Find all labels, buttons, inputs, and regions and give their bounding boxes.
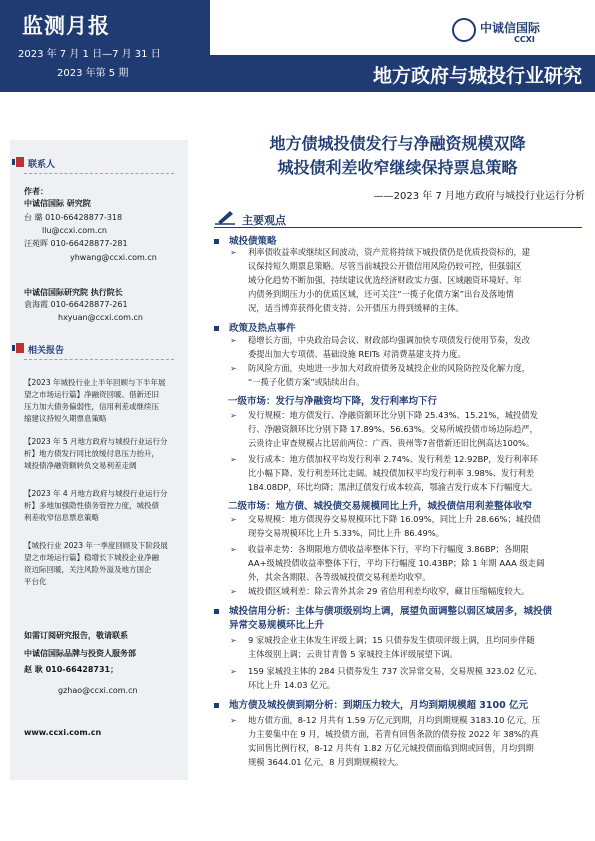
related-report-4[interactable] <box>24 540 180 588</box>
report-line: 【2023 年城投行业上半年回顾与下半年展 <box>24 378 166 387</box>
section-heading <box>214 603 552 617</box>
section-heading: 二级市场：地方债、城投债交易规模同比上升，城投债信用利差整体收窄 <box>228 501 533 512</box>
para-line: 交易规模：地方债现券交易规模环比下降 16.09%，同比上升 28.66%；城投债 <box>248 514 541 524</box>
report-line: 望之市场运行篇】稳增长下城投企业净融 <box>24 553 159 562</box>
section-title: 政策及热点事件 <box>229 323 296 334</box>
key-points-icon <box>214 208 236 226</box>
contacts-icon <box>12 157 24 167</box>
report-type: 监测月报 <box>22 14 110 38</box>
para-line: 现券交易规模环比上升 5.33%，同比上升 86.49%。 <box>248 528 445 538</box>
contact-1: 台 璐 010-66428877-318 <box>24 213 123 222</box>
arrow-bullet-icon: ➢ <box>230 667 237 676</box>
related-report-2[interactable] <box>24 436 180 472</box>
report-line: 【城投行业 2023 年一季度回顾及下阶段展 <box>24 541 168 550</box>
arrow-bullet-icon: ➢ <box>230 411 237 420</box>
contacts-title: 联系人 <box>28 160 56 170</box>
arrow-bullet-icon: ➢ <box>230 364 237 373</box>
arrow-bullet-icon: ➢ <box>230 248 237 257</box>
website-link[interactable]: www.ccxi.com.cn <box>24 728 102 737</box>
section-title: 地方债及城投债到期分析：到期压力较大，月均到期规模超 3100 亿元 <box>229 700 529 711</box>
para-line: 实回售比例行权，8-12 月共有 1.82 万亿元城投债面临到期或回售，月均到期 <box>248 743 534 753</box>
org-name: 中诚信国际 研究院 <box>24 199 91 208</box>
arrow-bullet-icon: ➢ <box>230 545 237 554</box>
arrow-bullet-icon: ➢ <box>230 636 237 645</box>
service-dept: 中诚信国际品牌与投资人服务部 <box>24 649 136 658</box>
report-line: 平台化 <box>24 577 47 586</box>
para-line: 委提出加大专项债、基础设施 REITs 对消费基建支持力度。 <box>248 349 466 359</box>
divider <box>24 359 174 360</box>
section-title: 城投债策略 <box>229 236 277 247</box>
logo-text-cn: 中诚信国际 <box>480 21 541 35</box>
para-line: AA+级城投债收益率整体下行，平均下行幅度 10.43BP；除 1 年期 AAA 级走阔 <box>248 558 545 568</box>
para-line: 况，适当博弈获得化债支持、公开债压力得到缓释的主体。 <box>248 303 464 313</box>
report-line: 望之市场运行篇】净融资回暖、借新还旧 <box>24 390 159 399</box>
para-line: 行、净融资额环比分别下降 17.89%、56.63%。交易所城投债市场边际趋严， <box>248 424 538 434</box>
bullet-square-icon <box>214 326 219 331</box>
related-reports-title: 相关报告 <box>28 346 65 356</box>
report-line: 缩建议持短久期票息策略 <box>24 414 107 423</box>
issue-number: 2023 年第 5 期 <box>57 68 129 79</box>
related-reports-icon <box>12 343 24 353</box>
para-line: 力主要集中在 9 月，城投债方面，若青有回售条款的债券按 2022 年 38%的真 <box>248 729 539 739</box>
report-line: 利差收窄信息票息策略 <box>24 513 99 522</box>
para-line: 利率债收益率或继续区间波动，资产荒将持续下城投债仍是优质投资标的，建 <box>248 247 531 257</box>
bullet-square-icon <box>214 609 219 614</box>
report-line: 【2023 年 4 月地方政府与城投行业运行分 <box>24 489 168 498</box>
arrow-bullet-icon: ➢ <box>230 336 237 345</box>
service-contact: 赵 耿 010-66428731； <box>24 665 119 674</box>
subscribe-note: 如需订阅研究报告，敬请联系 <box>24 631 128 640</box>
section-heading <box>214 697 528 711</box>
section-heading: 一级市场：发行与净融资均下降，发行利率均下行 <box>228 396 438 407</box>
report-line: 压力加大债务偏弱性，信用利差或继续压 <box>24 402 159 411</box>
para-line: 规模 3644.01 亿元，8 月到期规模较大。 <box>248 757 404 767</box>
contact-2: 汪苑晖 010-66428877-281 <box>24 239 128 248</box>
para-line: 159 家城投主体的 284 只债券发生 737 次异常交易，交易规模 323.02 亿元、 <box>248 666 543 676</box>
related-report-3[interactable] <box>24 488 180 524</box>
para-line: 184.08DP，环比均降；黑津辽债发行成本较高，鄂渝吉发行成本下行幅度大。 <box>248 482 538 492</box>
para-line: 域分化趋势不断加强，持续建议优选经济财政实力强、区域融资环境好、年 <box>248 275 522 285</box>
bullet-square-icon <box>214 239 219 244</box>
para-line: 主体级别上调；云贵甘青鲁 5 家城投主体评级展望下调。 <box>248 649 458 659</box>
series-title: 地方政府与城投行业研究 <box>372 65 582 87</box>
divider <box>24 173 174 174</box>
section-heading-cont: 异常交易规模环比上升 <box>229 620 325 631</box>
section-title: 城投信用分析：主体与债项级别均上调，展望负面调整以弱区域居多，城投债 <box>229 606 553 617</box>
para-line: 比小幅下降、发行利差环比走阔。城投债加权平均发行利率 3.98%、发行利差 <box>248 468 535 478</box>
bullet-square-icon <box>214 703 219 708</box>
ccxi-logo <box>452 18 572 48</box>
contact-1-email[interactable]: llu@ccxi.com.cn <box>42 226 107 235</box>
contact-3: 袁海霞 010-66428877-261 <box>24 300 128 309</box>
para-line: 内债务到期压力小的优质区域，还可关注“一揽子化债方案”出台及落地情 <box>248 289 514 299</box>
para-line: 防风险方面，央地进一步加大对政府债务及城投企业的风险防控及化解力度， <box>248 363 531 373</box>
subtitle: ——2023 年 7 月地方政府与城投行业运行分析 <box>373 191 585 202</box>
date-range: 2023 年 7 月 1 日—7 月 31 日 <box>18 49 161 60</box>
para-line: 地方债方面，8-12 月共有 1.59 万亿元到期，月均到期规模 3183.10 亿元，压 <box>248 715 541 725</box>
para-line: 发行规模：地方债发行、净融资额环比分别下降 25.43%、15.21%，城投债发 <box>248 410 538 420</box>
para-line: “一揽子化债方案”或陆续出台。 <box>248 377 365 387</box>
para-line: 云贵待止审查规模占比居前两位：广西、贵州等7省借新还旧比例高达100%。 <box>248 438 535 448</box>
contact-2-email[interactable]: yhwang@ccxi.com.cn <box>70 253 157 262</box>
report-line: 城投债净融资额转负交易利差走阔 <box>24 461 137 470</box>
logo-text-en: CCXI <box>514 35 535 44</box>
author-label: 作者： <box>24 187 48 196</box>
contact-3-email[interactable]: hxyuan@ccxi.com.cn <box>58 313 143 322</box>
key-points-title: 主要观点 <box>242 214 286 227</box>
para-line: 9 家城投企业主体发生评级上调；15 只债券发生债项评级上调，且均同步伴随 <box>248 635 535 645</box>
para-line: 环比上升 14.03 亿元。 <box>248 680 336 690</box>
key-points-rule <box>214 227 582 228</box>
para-line: 议保持短久期票息策略。尽管当前城投公开债信用风险仍较可控，但强弱区 <box>248 261 522 271</box>
report-line: 【2023 年 5 月地方政府与城投行业运行分 <box>24 437 168 446</box>
org-name-2: 中诚信国际研究院 执行院长 <box>24 288 123 297</box>
report-line: 析】地方债发行同比放缓付息压力抬升， <box>24 449 159 458</box>
para-line: 城投债区域利差：除云青外其余 29 省信用利差均收窄，藏甘压缩幅度较大。 <box>248 586 530 596</box>
para-line: 外，其余各期限、各等级城投债交易利差均收窄。 <box>248 572 431 582</box>
service-email[interactable]: gzhao@ccxi.com.cn <box>58 686 138 695</box>
arrow-bullet-icon: ➢ <box>230 515 237 524</box>
arrow-bullet-icon: ➢ <box>230 587 237 596</box>
logo-emblem-icon <box>452 18 476 42</box>
section-heading <box>214 320 296 334</box>
main-title-line-1: 地方债城投债发行与净融资规模双降 <box>269 134 526 153</box>
report-line: 析】多地加强隐性债务管控力度，城投债 <box>24 501 159 510</box>
arrow-bullet-icon: ➢ <box>230 455 237 464</box>
report-line: 资边际回暖，关注风险外溢及地方国企 <box>24 565 152 574</box>
arrow-bullet-icon: ➢ <box>230 716 237 725</box>
para-line: 稳增长方面，中央政治局会议、财政部均强调加快专项债发行使用节奏，发改 <box>248 335 531 345</box>
para-line: 发行成本：地方债加权平均发行利率 2.74%、发行利差 12.92BP，发行利率环 <box>248 454 539 464</box>
para-line: 收益率走势：各期限地方债收益率整体下行，平均下行幅度 3.86BP；各期限 <box>248 544 529 554</box>
related-report-1[interactable] <box>24 377 180 425</box>
main-title-line-2: 城投债利差收窄继续保持票息策略 <box>277 158 518 177</box>
